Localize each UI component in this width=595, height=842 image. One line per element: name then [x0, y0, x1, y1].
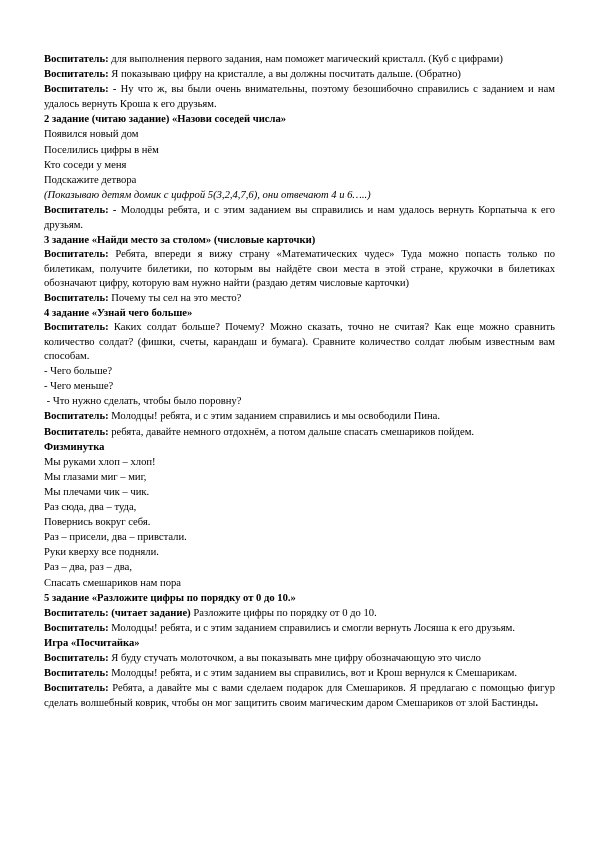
paragraph-text: для выполнения первого задания, нам поможет магический кристалл. (Куб с цифрами) — [108, 54, 503, 65]
paragraph — [44, 321, 555, 364]
paragraph — [44, 67, 555, 82]
paragraph-text: Я буду стучать молоточком, а вы показывать мне цифру обозначающую это число — [108, 652, 481, 664]
paragraph — [44, 606, 555, 621]
poem-line: Появился новый дом — [44, 129, 139, 141]
paragraph-text: Я показываю цифру на кристалле, а вы должны посчитать дальше. (Обратно) — [108, 69, 461, 81]
speaker-label: Воспитатель: (читает задание) — [44, 607, 191, 619]
speaker-label: Воспитатель: — [44, 668, 109, 680]
speaker-label: Воспитатель: — [44, 249, 109, 261]
paragraph-text: Каких солдат больше? Почему? Можно сказать, точно не считая? Как еще можно сравнить количество солдат? (фишки, счеты, карандаш и бумага). Сравните количество солдат любым известным вам способам. — [44, 322, 555, 362]
poem-line: Мы глазами миг – миг, — [44, 471, 147, 483]
paragraph — [44, 248, 555, 291]
paragraph-text: Молодцы! ребята, и с этим заданием вы справились, вот и Крош вернулся к Смешарикам. — [108, 668, 518, 680]
question-line: - Чего больше? — [44, 366, 113, 378]
document-page — [44, 52, 555, 711]
speaker-label: Воспитатель: - — [44, 204, 117, 216]
question-line: - Что нужно сделать, чтобы было поровну? — [44, 396, 242, 408]
paragraph — [44, 203, 555, 233]
paragraph-tail: . — [535, 698, 538, 710]
paragraph-text: Ребята, а давайте мы с вами сделаем подарок для Смешариков. Я предлагаю с помощью фигур сделать волшебный коврик, чтобы он мог защитить своим магическим даром Смешариков от злой Бастинды — [44, 683, 555, 710]
section-heading: Физминутка — [44, 441, 105, 453]
speaker-label: Воспитатель: — [44, 411, 109, 423]
paragraph-text: Почему ты сел на это место? — [108, 293, 242, 305]
section-heading: 4 задание «Узнай чего больше» — [44, 308, 193, 320]
poem-line: Мы плечами чик – чик. — [44, 486, 150, 498]
paragraph-text: Ребята, впереди я вижу страну «Математических чудес» Туда можно попасть только по билетикам, получите билетики, по которым вы найдёте свои места в этой стране, кружочки в билетиках обозначают цифру, которую вам нужно найти (раздаю детям числовые карточки) — [44, 249, 555, 289]
poem-line: Спасать смешариков нам пора — [44, 577, 181, 589]
paragraph — [44, 82, 555, 112]
poem-line: Поселились цифры в нём — [44, 144, 159, 156]
speaker-label: Воспитатель: — [44, 322, 109, 334]
paragraph-text: ребята, давайте немного отдохнём, а потом дальше спасать смешариков пойдем. — [108, 426, 475, 438]
paragraph — [44, 651, 555, 666]
paragraph-text: Ну что ж, вы были очень внимательны, поэтому безошибочно справились с заданием и нам удалось вернуть Кроша к его друзьям. — [44, 84, 555, 111]
poem-line: Мы руками хлоп – хлоп! — [44, 456, 156, 468]
question-line: - Чего меньше? — [44, 381, 114, 393]
paragraph-text: Молодцы! ребята, и с этим заданием справились и мы освободили Пина. — [108, 411, 441, 423]
paragraph — [44, 291, 555, 306]
poem-line: Раз – два, раз – два, — [44, 562, 133, 574]
section-heading: 2 задание (читаю задание) «Назови соседей числа» — [44, 114, 287, 126]
speaker-label: Воспитатель: — [44, 293, 109, 305]
paragraph-text: Молодцы! ребята, и с этим заданием справились и смогли вернуть Лосяша к его друзьям. — [108, 622, 515, 634]
paragraph — [44, 621, 555, 636]
speaker-label: Воспитатель: — [44, 426, 109, 438]
speaker-label: Воспитатель: — [44, 683, 109, 695]
section-heading: Игра «Посчитайка» — [44, 637, 140, 649]
paragraph — [44, 409, 555, 424]
poem-line: Подскажите детвора — [44, 174, 137, 186]
poem-line: Руки кверху все подняли. — [44, 547, 159, 559]
speaker-label: Воспитатель: - — [44, 84, 117, 96]
poem-line: Кто соседи у меня — [44, 159, 127, 171]
poem-line: Раз сюда, два – туда, — [44, 502, 137, 514]
paragraph-text: Разложите цифры по порядку от 0 до 10. — [190, 607, 377, 619]
speaker-label: Воспитатель: — [44, 69, 109, 81]
poem-line: Повернись вокруг себя. — [44, 517, 151, 529]
speaker-label: Воспитатель: — [44, 652, 109, 664]
paragraph — [44, 425, 555, 440]
section-heading: 3 задание «Найди место за столом» (числовые карточки) — [44, 235, 316, 247]
poem-line: Раз – присели, два – привстали. — [44, 532, 187, 544]
paragraph — [44, 52, 555, 67]
paragraph-text: Молодцы ребята, и с этим заданием вы справились и нам удалось вернуть Корпатыча к его друзьям. — [44, 204, 555, 232]
speaker-label: Воспитатель: — [44, 622, 109, 634]
speaker-label: Воспитатель: — [44, 54, 109, 65]
stage-note: (Показываю детям домик с цифрой 5(3,2,4,7,6), они отвечают 4 и 6…..) — [44, 189, 371, 201]
paragraph — [44, 666, 555, 681]
section-heading: 5 задание «Разложите цифры по порядку от 0 до 10.» — [44, 592, 296, 604]
paragraph — [44, 681, 555, 711]
